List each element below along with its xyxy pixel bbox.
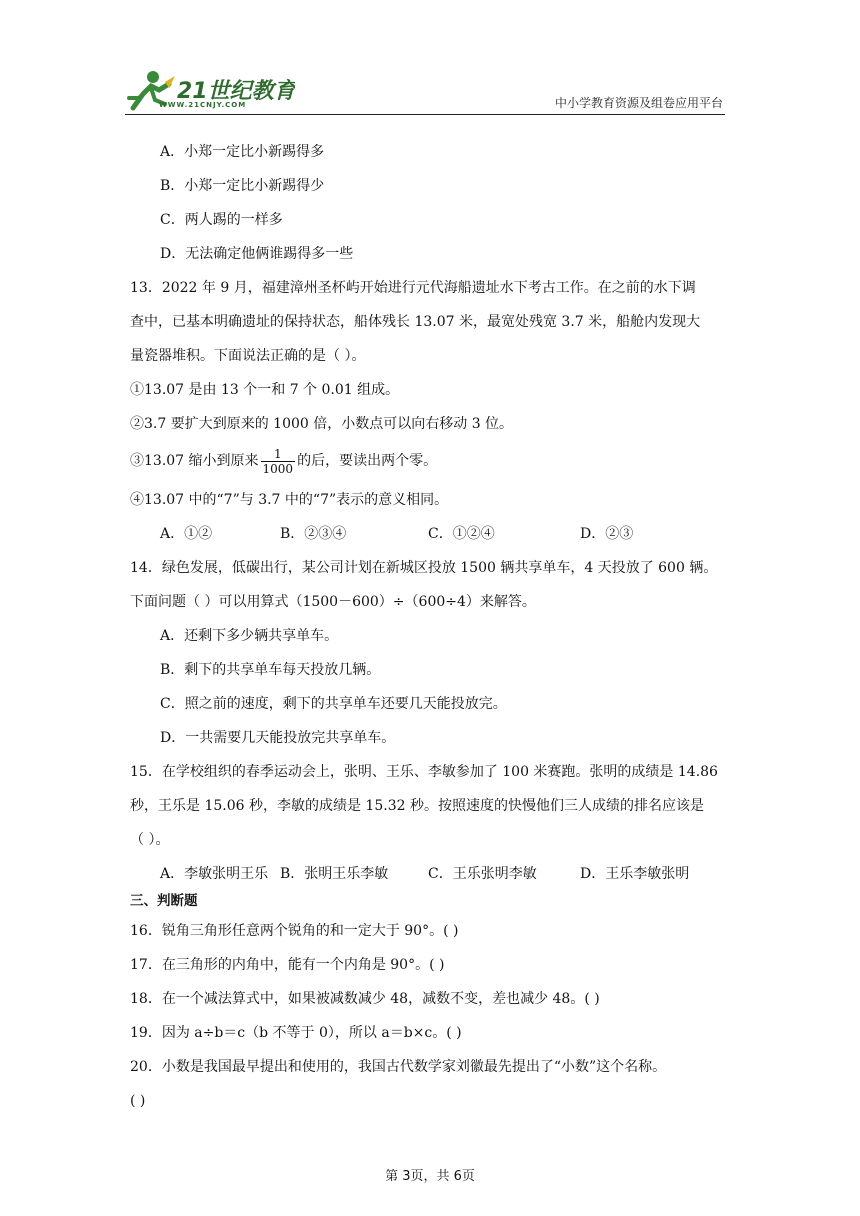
q20: 20．小数是我国最早提出和使用的，我国古代数学家刘徽最先提出了“小数”这个名称。 — [130, 1059, 667, 1075]
svg-text:21世纪教育: 21世纪教育 — [177, 79, 295, 104]
fraction — [261, 447, 296, 476]
q13-choice-b: B．②③④ — [280, 526, 347, 542]
q12-option-a: A．小郑一定比小新踢得多 — [160, 144, 325, 160]
q14-option-a: A．还剩下多少辆共享单车。 — [160, 628, 339, 644]
q15-choice-a: A．李敏张明王乐 — [160, 866, 269, 882]
q14-text-line2: 下面问题（ ）可以用算式（1500－600）÷（600÷4）来解答。 — [130, 594, 536, 610]
q13-choice-c: C．①②④ — [428, 526, 495, 542]
q15-choice-c: C．王乐张明李敏 — [428, 866, 537, 882]
q14-option-c: C．照之前的速度，剩下的共享单车还要几天能投放完。 — [160, 696, 507, 712]
q15-choice-d: D．王乐李敏张明 — [580, 866, 690, 882]
page-header — [125, 68, 725, 115]
q13-text-line2: 查中，已基本明确遗址的保持状态，船体残长 13.07 米，最宽处残宽 3.7 米，船舱内发现大 — [130, 314, 701, 330]
q13-choice-a: A．①② — [160, 526, 213, 542]
q16: 16．锐角三角形任意两个锐角的和一定大于 90°。( ) — [130, 923, 459, 939]
q13-s3-prefix: ③13.07 缩小到原来 — [130, 453, 259, 469]
q15-text-line1: 15．在学校组织的春季运动会上，张明、王乐、李敏参加了 100 米赛跑。张明的成绩是 14.86 — [130, 764, 718, 780]
q13-statement-3 — [130, 446, 437, 476]
q14-option-d: D．一共需要几天能投放完共享单车。 — [160, 730, 396, 746]
q13-s3-suffix: 的后，要读出两个零。 — [297, 453, 438, 469]
logo-url: WWW.21CNJY.COM — [159, 101, 247, 109]
q12-option-d: D．无法确定他俩谁踢得多一些 — [160, 246, 354, 262]
section-heading: 三、判断题 — [130, 893, 198, 909]
q18: 18．在一个减法算式中，如果被减数减少 48，减数不变，差也减少 48。( ) — [130, 991, 600, 1007]
q15-text-line3: （ ）。 — [130, 832, 170, 848]
q13-text-line3: 量瓷器堆积。下面说法正确的是（ ）。 — [130, 348, 366, 364]
q14-text-line1: 14．绿色发展，低碳出行，某公司计划在新城区投放 1500 辆共享单车，4 天投放了 600 辆。 — [130, 560, 718, 576]
q15-text-line2: 秒，王乐是 15.06 秒，李敏的成绩是 15.32 秒。按照速度的快慢他们三人成绩的排名应该是 — [130, 798, 704, 814]
q15-choice-b: B．张明王乐李敏 — [280, 866, 389, 882]
q12-option-b: B．小郑一定比小新踢得少 — [160, 178, 325, 194]
q19: 19．因为 a÷b＝c（b 不等于 0），所以 a＝b×c。( ) — [130, 1025, 462, 1041]
q13-choice-d: D．②③ — [580, 526, 634, 542]
q17: 17．在三角形的内角中，能有一个内角是 90°。( ) — [130, 957, 445, 973]
q12-option-c: C．两人踢的一样多 — [160, 212, 283, 228]
q13-statement-4: ④13.07 中的“7”与 3.7 中的“7”表示的意义相同。 — [130, 492, 449, 508]
page-number: 第 3页，共 6页 — [385, 1169, 475, 1184]
platform-name: 中小学教育资源及组卷应用平台 — [554, 96, 723, 110]
q13-statement-2: ②3.7 要扩大到原来的 1000 倍，小数点可以向右移动 3 位。 — [130, 416, 514, 432]
logo — [125, 68, 295, 114]
fraction-numerator: 1 — [261, 447, 296, 462]
q13-text-line1: 13．2022 年 9 月，福建漳州圣杯屿开始进行元代海船遗址水下考古工作。在之前的水下调 — [130, 280, 696, 296]
q13-statement-1: ①13.07 是由 13 个一和 7 个 0.01 组成。 — [130, 382, 400, 398]
fraction-denominator: 1000 — [262, 461, 294, 476]
q20-answer-blank: ( ) — [130, 1093, 146, 1109]
q14-option-b: B．剩下的共享单车每天投放几辆。 — [160, 662, 381, 678]
